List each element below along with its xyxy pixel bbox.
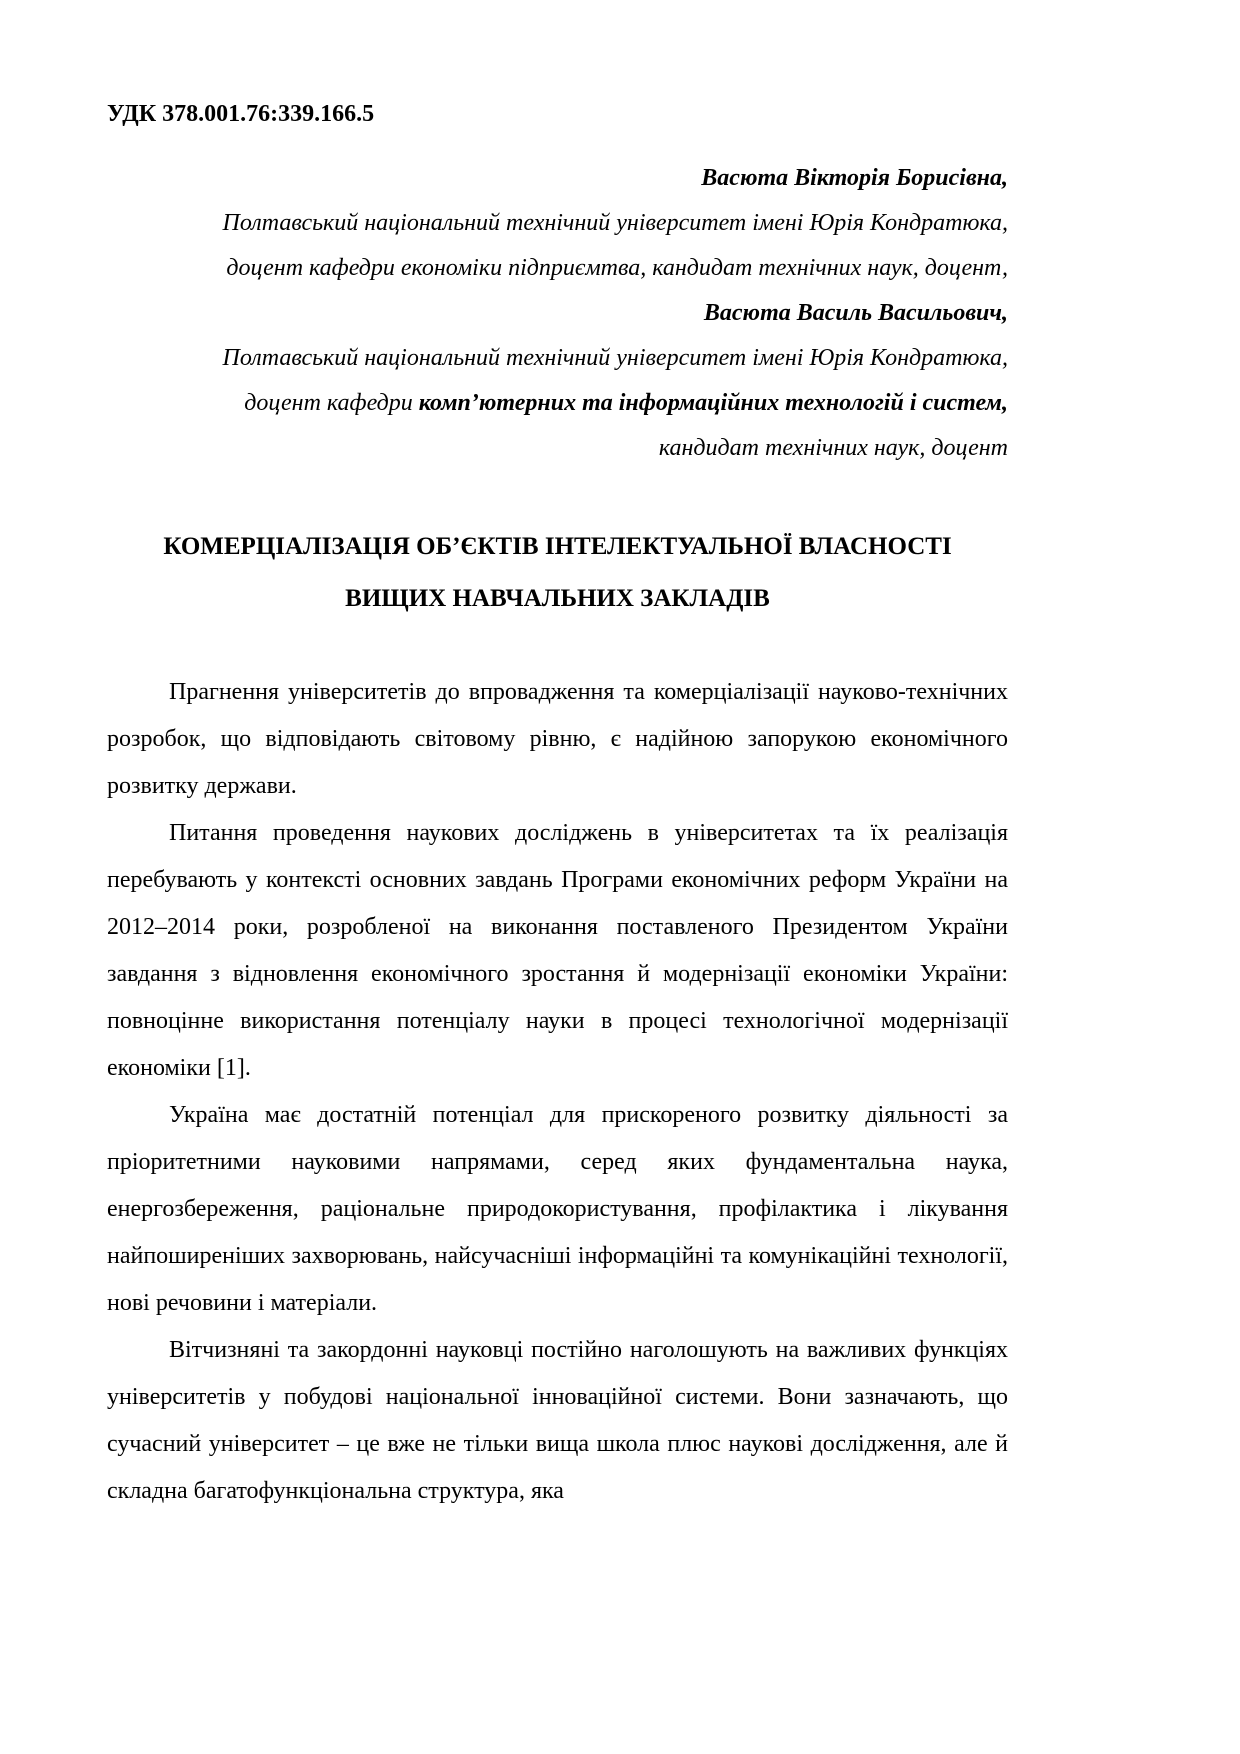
article-title-line1: КОМЕРЦІАЛІЗАЦІЯ ОБ’ЄКТІВ ІНТЕЛЕКТУАЛЬНОЇ ВЛАСНОСТІ [163,533,952,560]
author-block [107,156,1008,471]
author2-name: Васюта Василь Васильович, [703,300,1008,326]
author2-position-prefix: доцент кафедри [244,390,419,416]
author2-affiliation: Полтавський національний технічний університет імені Юрія Кондратюка, [222,345,1008,371]
author1-position: доцент кафедри економіки підприємтва, кандидат технічних наук, доцент, [226,255,1008,281]
paragraph-2: Питання проведення наукових досліджень в університетах та їх реалізація перебувають у контексті основних завдань Програми економічних реформ України на 2012–2014 роки, розробленої на виконання поставленого Президентом України завдання з відновлення економічного зростання й модернізації економіки України: повноцінне використання потенціалу науки в процесі технологічної модернізації економіки [1]. [107,820,1008,1081]
udc-code: УДК 378.001.76:339.166.5 [107,101,375,127]
author2-position-bold: комп’ютерних та інформаційних технологій і систем, [418,390,1008,416]
article-body [107,669,1008,1515]
author1-name: Васюта Вікторія Борисівна, [701,165,1008,191]
paragraph-1: Прагнення університетів до впровадження та комерціалізації науково-технічних розробок, що відповідають світовому рівню, є надійною запорукою економічного розвитку держави. [107,679,1008,799]
author2-position [107,381,1008,426]
paragraph-4: Вітчизняні та закордонні науковці постійно наголошують на важливих функціях університетів у побудові національної інноваційної системи. Вони зазначають, що сучасний університет – це вже не тільки вища школа плюс наукові дослідження, але й складна багатофункціональна структура, яка [107,1337,1008,1504]
author2-position-tail: кандидат технічних наук, доцент [658,435,1008,461]
article-title-line2: ВИЩИХ НАВЧАЛЬНИХ ЗАКЛАДІВ [345,585,770,612]
article-title [107,521,1008,625]
paragraph-3: Україна має достатній потенціал для прискореного розвитку діяльності за пріоритетними науковими напрямами, серед яких фундаментальна наука, енергозбереження, раціональне природокористування, профілактика і лікування найпоширеніших захворювань, найсучасніші інформаційні та комунікаційні технології, нові речовини і матеріали. [107,1102,1008,1316]
author1-affiliation: Полтавський національний технічний університет імені Юрія Кондратюка, [222,210,1008,236]
